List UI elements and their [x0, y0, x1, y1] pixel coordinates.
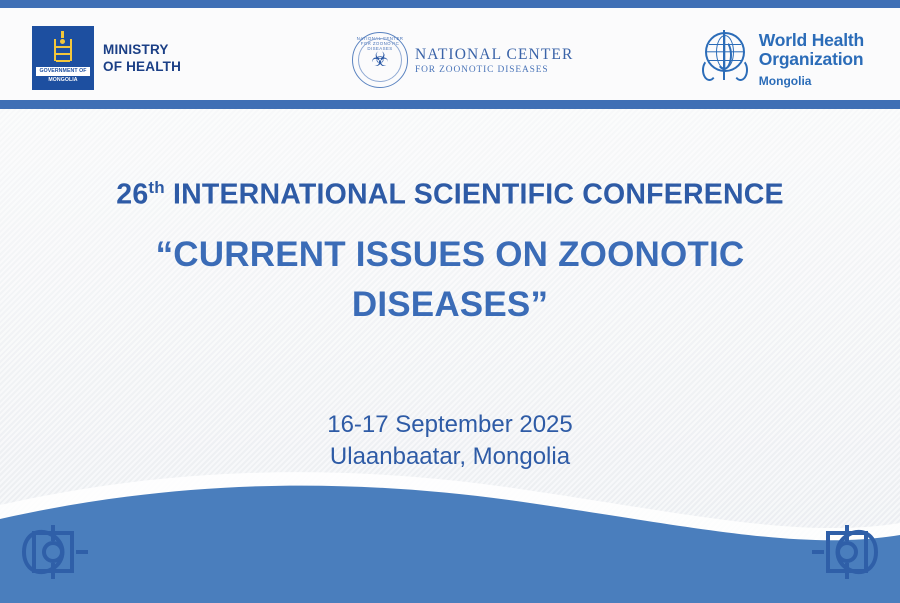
- ministry-of-health-wordmark: [103, 41, 181, 75]
- ncz-text-line1: NATIONAL CENTER: [415, 45, 574, 63]
- laurel-left-icon: [702, 59, 717, 81]
- ncz-wordmark: [415, 45, 573, 76]
- conference-theme: “CURRENT ISSUES ON ZOONOTIC DISEASES”: [155, 234, 745, 324]
- ncz-seal-text: NATIONAL CENTER FOR ZOONOTIC DISEASES: [356, 36, 404, 51]
- who-wordmark: [759, 28, 864, 88]
- moh-text-line2: OF HEALTH: [103, 59, 182, 74]
- ulzii-knot-left-icon: [14, 521, 92, 583]
- footer-wave-decoration: [0, 453, 900, 603]
- ncz-text-line2: FOR ZOONOTIC DISEASES: [415, 64, 549, 75]
- who-country-label: Mongolia: [758, 74, 812, 88]
- conference-ordinal-suffix: th: [148, 178, 165, 197]
- event-location: Ulaanbaatar, Mongolia: [329, 443, 571, 470]
- conference-ordinal: 26: [116, 178, 149, 211]
- header-divider-rule: [0, 100, 900, 109]
- event-dates: 16-17 September 2025: [327, 411, 573, 438]
- moh-text-line1: MINISTRY: [103, 42, 169, 57]
- emblem-caption-line2: MONGOLIA: [48, 76, 78, 83]
- conference-name: INTERNATIONAL SCIENTIFIC CONFERENCE: [164, 178, 784, 211]
- top-accent-rule: [0, 0, 900, 8]
- soyombo-symbol-icon: [53, 31, 73, 67]
- who-logo: [699, 28, 864, 88]
- mongolia-government-emblem-icon: [32, 26, 94, 90]
- who-text-line1: World Health: [758, 30, 864, 50]
- laurel-right-icon: [733, 59, 748, 81]
- ministry-of-health-logo: [32, 26, 181, 90]
- header-logo-bar: [0, 8, 900, 100]
- emblem-caption: [32, 67, 94, 83]
- conference-title-line: [0, 171, 900, 212]
- who-emblem-icon: [699, 30, 751, 82]
- who-text-line2: Organization: [758, 49, 864, 69]
- ulzii-knot-right-icon: [808, 521, 886, 583]
- emblem-caption-line1: GOVERNMENT OF: [36, 67, 89, 75]
- national-center-zoonotic-diseases-logo: [352, 32, 573, 88]
- biohazard-icon: ☣: [371, 49, 389, 71]
- asclepius-snake-icon: [716, 40, 732, 70]
- ncz-seal-icon: [352, 32, 408, 88]
- title-block: [0, 171, 900, 330]
